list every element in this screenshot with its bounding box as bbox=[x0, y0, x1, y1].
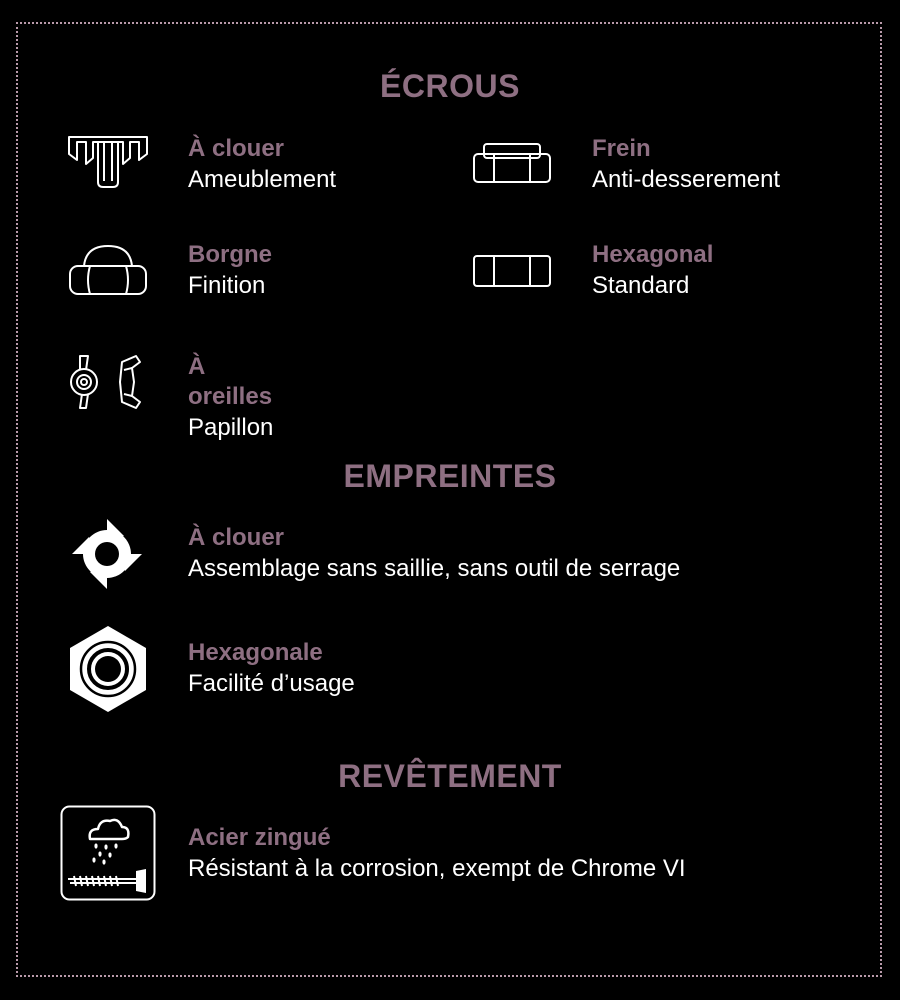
section-title-ecrous: ÉCROUS bbox=[380, 68, 520, 104]
item-description: Ameublement bbox=[188, 166, 337, 193]
item-label: Hexagonal bbox=[592, 241, 714, 268]
section-title-empreintes: EMPREINTES bbox=[343, 458, 557, 494]
item-label: Frein bbox=[592, 135, 651, 162]
item-label: Hexagonale bbox=[188, 639, 323, 666]
item-description: Standard bbox=[592, 272, 690, 299]
item-description: Papillon bbox=[188, 414, 274, 441]
item-description: Finition bbox=[188, 272, 266, 299]
item-description: Anti-desserement bbox=[592, 166, 781, 193]
wing-nut-icon bbox=[66, 352, 156, 412]
item-label: Acier zingué bbox=[188, 824, 331, 851]
item-description: Résistant à la corrosion, exempt de Chrome VI bbox=[188, 855, 686, 882]
item-description: Assemblage sans saillie, sans outil de serrage bbox=[188, 555, 681, 582]
item-label: À oreilles bbox=[188, 353, 273, 410]
item-label: À clouer bbox=[188, 135, 285, 162]
prong-drive-icon bbox=[70, 517, 144, 591]
hexagon-drive-icon bbox=[68, 624, 148, 714]
item-description: Facilité d’usage bbox=[188, 670, 355, 697]
cap-nut-icon bbox=[66, 242, 150, 298]
tee-nut-icon bbox=[66, 134, 150, 190]
rain-screw-icon bbox=[60, 805, 156, 901]
lock-nut-icon bbox=[470, 142, 554, 186]
section-title-revetement: REVÊTEMENT bbox=[338, 758, 562, 794]
hex-nut-icon bbox=[470, 254, 554, 288]
item-label: À clouer bbox=[188, 524, 285, 551]
item-label: Borgne bbox=[188, 241, 272, 268]
